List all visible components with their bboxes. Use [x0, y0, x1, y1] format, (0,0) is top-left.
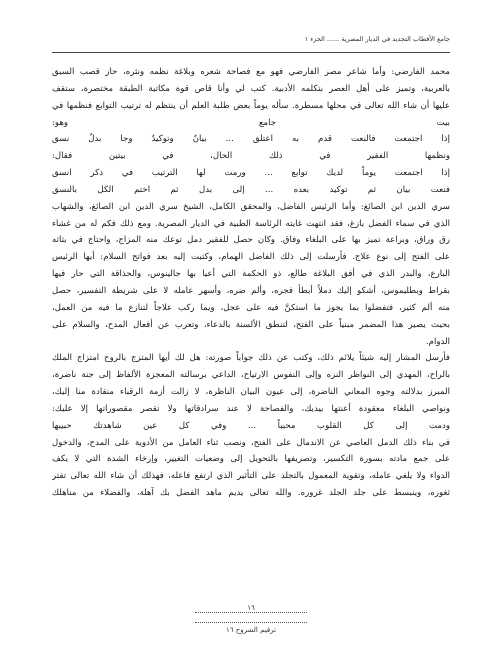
verse-text: وهو:: [52, 117, 69, 128]
text-line: رق وراق، وبراعة تميز بها على البلغاء وفاق. وكان حصل للفقير دمل توعك منه المزاج، واحتاج في بثاثه: [52, 235, 450, 246]
footer-divider: [195, 622, 307, 623]
text-line: على الفتح إلى نوع علاج. فأرسلت إلى ذلك الفاضل الهمام، وكتبت إليه بعد فواتح السلام: أيها الرئيس: [52, 252, 450, 263]
text-line: الدواء ولا يلغي عامله، وتقوية المعمول بالتجلد على التأثير الذي ارتفع فاعله، فهذلك أن شاء الله تعالى تفتر: [52, 471, 450, 482]
text-line: البارع، والبدر الذي في أفق البلاغة طالع، ذو الحكمة التي أعيا بها جالينوس، والحذاقة التي حار فيها: [52, 269, 450, 280]
body-text: [52, 64, 450, 502]
text-line: بالراح، المهدي إلى النواظر النزه وإلى النفوس الارتياح، الداعي برسالته المعجزة الألفاظ إلى جنة ناضرة،: [52, 370, 450, 381]
verse-line: ودمت إلى كل القلوب محبباً ... وفي كل عين شاهدتك حبيبها: [52, 420, 450, 431]
verse-line: فنعت بيان ثم توكيد بعده ... إلى بدل ثم اختم الكل بالنسق: [52, 184, 450, 195]
header-divider: [52, 52, 450, 53]
footer-divider: [195, 612, 307, 613]
text-line: الذي في سماء الفضل بازغ، فقد انتهت غايته الرئاسة الطبية في الديار المصرية. ومع ذلك فكم له من غشاء: [52, 218, 450, 229]
text-line: المبرز بدلالته وجوه المعاني الناضرة، إلى عيون البيان الناظرة، لا زالت أزمة الرقباء منقادة منا إليك،: [52, 387, 450, 398]
text-line: في بناء ذلك الدمل العاصي عن الاندمال على الفتح، ونصب ثناء العامل من الأدوية على المدح، والدخول: [52, 437, 450, 448]
text-line: ثغوره، وينبسط على جلد الجلد غروره. والله تعالى يديم ماهد الفضل بك آهلة، والفضلاء من مناهلك: [52, 488, 450, 499]
text-line: بقراط وبطليموس، أشكو إليك دملاً أبطأ فجره، وألم ضره، وأسهر عامله لا على شريطة التفسير، حصل: [52, 285, 450, 296]
running-header: جامع الأقطاب التجديد في الديار المصرية ...... الجزء ١: [304, 35, 450, 43]
text-line: محمد الفارضي: وأما شاعر مصر الفارضي فهو مع فصاحة شعره وبلاغة نظمه ونثره، حاز قصب السبق: [52, 67, 450, 77]
verse-line: إذا اجتمعت فالنعت قدم به اعتلق ... بيانٌ وتوكيدٌ وجا بدلٌ نسق: [52, 134, 450, 145]
verse-line: ونظمها الفقير في ذلك الحال، في بيتين فقال:: [52, 151, 450, 162]
verse-line: [52, 115, 450, 132]
text-line: سري الدين ابن الصائغ: وأما الرئيس الفاضل، والمحقق الكامل، الشيخ سري الدين ابن الصائغ، والشهاب: [52, 201, 450, 212]
text-line: بحيث يصير هذا المضمر مبنياً على الفتح، لتنطق الألسنة بالدعاء، وتعرب عن أفعال المدح، والسلام على: [52, 319, 450, 330]
text-line: عليها أن شاء الله تعالى في محلها مسطرة. سأله يوماً بعض طلبة العلم أن ينتظم له ترتيب التوابع فنظمها في: [52, 100, 450, 111]
text-line: ونواصي البلغاء معقودة أعنتها بيديك، والفصاحة لا عند سرادقاتها ولا تقصر مقصوراتها إلا عليك:: [52, 403, 450, 414]
text-line: منه ألم كثير، فتفضلوا بما يجوز ما استكنَّ فيه على عجل، ويما ركب علاجاً لتنازع ما فيه من العمل،: [52, 302, 450, 313]
text-line: فأرسل المشار إليه شيئاً يلائم ذلك، وكتب عن ذلك جواباً صورته: هل لك أيها المتزج بالروح امتزاج الملك: [52, 353, 450, 364]
page-number: ١٦: [247, 604, 255, 612]
verse-line: إذا اجتمعت يوماً لديك توابع ... ورمت لها الترتيب في ذكر انسق: [52, 168, 450, 179]
text-line: الدوام.: [425, 336, 450, 347]
text-line: بالعربية، وتميز على أهل العصر بتكلمه الأدبية. كتب لي وأنا قاص قوة مكاتبة الطبقة مختصرة، ستقف: [52, 83, 450, 94]
page-footer: ترقيم الشروح ١٦: [226, 626, 276, 634]
text-line: على جمع مادته بسورة التكسير، وتصريفها بالتحويل إلى وضعيات التغيير، وإرخاء الشدة التي لا يكف: [52, 454, 450, 465]
verse-text: بيت جامع: [258, 117, 450, 128]
